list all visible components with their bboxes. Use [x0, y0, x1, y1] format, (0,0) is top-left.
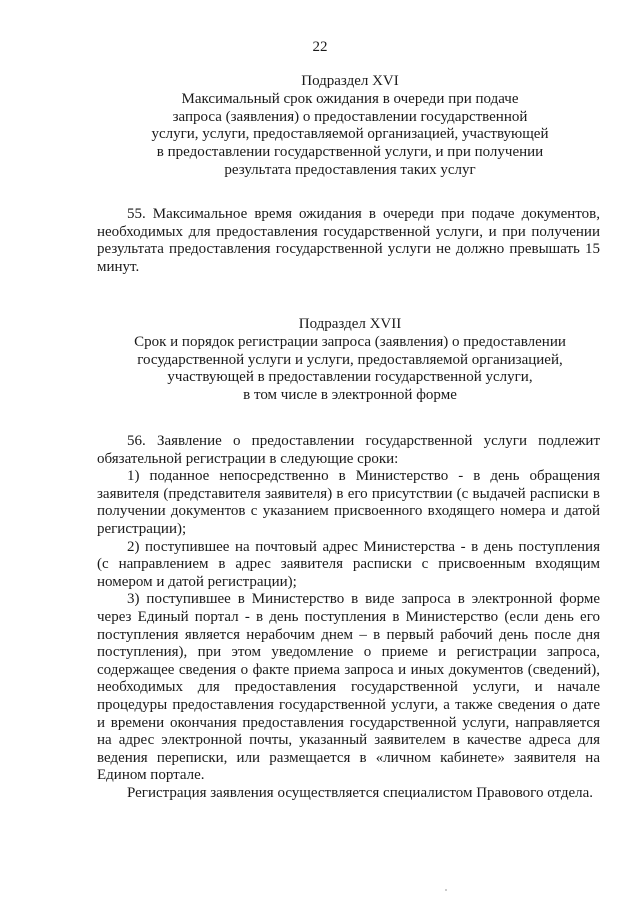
- subsection-16-heading-line: результата предоставления таких услуг: [224, 161, 476, 178]
- scan-speck: [445, 889, 447, 891]
- paragraph-line: результата предоставления государственной услуги не должно превышать 15: [97, 241, 600, 258]
- list-item-3-line: ведения переписки, или размещается в «личном кабинете» заявителя на: [97, 749, 600, 766]
- paragraph-line: необходимых для предоставления государственной услуги, и при получении: [97, 223, 600, 240]
- paragraph-line: 55. Максимальное время ожидания в очереди при подаче документов,: [127, 206, 600, 222]
- list-item-3-line: через Единый портал - в день поступления в Министерство (если день его: [97, 608, 600, 625]
- list-item-3-line: содержащее сведения о факте приема запроса и иных документов (сведений),: [97, 661, 600, 678]
- list-item-1-line: получении документов с указанием присвоенного входящего номера и датой: [97, 503, 600, 520]
- paragraph-55: [97, 206, 600, 276]
- subsection-17-heading-line: Срок и порядок регистрации запроса (заявления) о предоставлении: [134, 333, 566, 350]
- list-item-3-line: на адрес электронной почты, указанный заявителем в качестве адреса для: [97, 732, 600, 749]
- paragraph-56: [97, 433, 600, 802]
- paragraph-line: 56. Заявление о предоставлении государственной услуги подлежит: [127, 433, 600, 449]
- subsection-17-heading-line: государственной услуги и услуги, предоставляемой организацией,: [137, 351, 563, 368]
- list-item-3-line: поступления является нерабочим днем – в первый рабочий день после дня: [97, 626, 600, 643]
- list-item-2-line: номером и датой регистрации);: [97, 573, 297, 590]
- list-item-3-line: поступления), при этом уведомление о приеме и регистрации запроса,: [97, 644, 600, 661]
- list-item-2-line: (с направлением в адрес заявителя расписки с присвоенным входящим: [97, 556, 600, 573]
- subsection-17-heading: [100, 316, 600, 405]
- subsection-16-heading-line: услуги, услуги, предоставляемой организацией, участвующей: [151, 126, 549, 143]
- page-number: 22: [312, 39, 328, 55]
- list-item-1-line: заявителя (представителя заявителя) в его присутствии (с выдачей расписки в: [97, 485, 600, 502]
- subsection-17-heading-line: в том числе в электронной форме: [243, 387, 457, 404]
- list-item-3-line: 3) поступившее в Министерство в виде запроса в электронной форме: [127, 591, 600, 608]
- list-item-3-line: и времени окончания предоставления государственной услуги, направляется: [97, 714, 600, 731]
- list-item-3-line: процедуры предоставления государственной услуги, а также сведения о дате: [97, 696, 600, 713]
- subsection-16-heading-line: в предоставлении государственной услуги, и при получении: [156, 144, 544, 161]
- subsection-16-heading-line: запроса (заявления) о предоставлении государственной: [172, 108, 528, 125]
- paragraph-line: минут.: [97, 258, 140, 275]
- list-item-2-line: 2) поступившее на почтовый адрес Министерства - в день поступления: [127, 538, 600, 555]
- registration-note-line: Регистрация заявления осуществляется специалистом Правового отдела.: [127, 784, 594, 801]
- subsection-16-title: Подраздел XVI: [301, 73, 399, 89]
- subsection-17-heading-line: участвующей в предоставлении государственной услуги,: [167, 369, 533, 386]
- subsection-16-heading: [100, 73, 600, 180]
- subsection-16-heading-line: Максимальный срок ожидания в очереди при подаче: [181, 90, 519, 107]
- list-item-1-line: 1) поданное непосредственно в Министерство - в день обращения: [127, 468, 600, 485]
- list-item-3-line: Едином портале.: [97, 767, 205, 784]
- paragraph-line: обязательной регистрации в следующие сроки:: [97, 450, 399, 467]
- subsection-17-title: Подраздел XVII: [298, 316, 402, 332]
- list-item-1-line: регистрации);: [97, 520, 187, 537]
- list-item-3-line: необходимых для предоставления государственной услуги, и начале: [97, 679, 600, 696]
